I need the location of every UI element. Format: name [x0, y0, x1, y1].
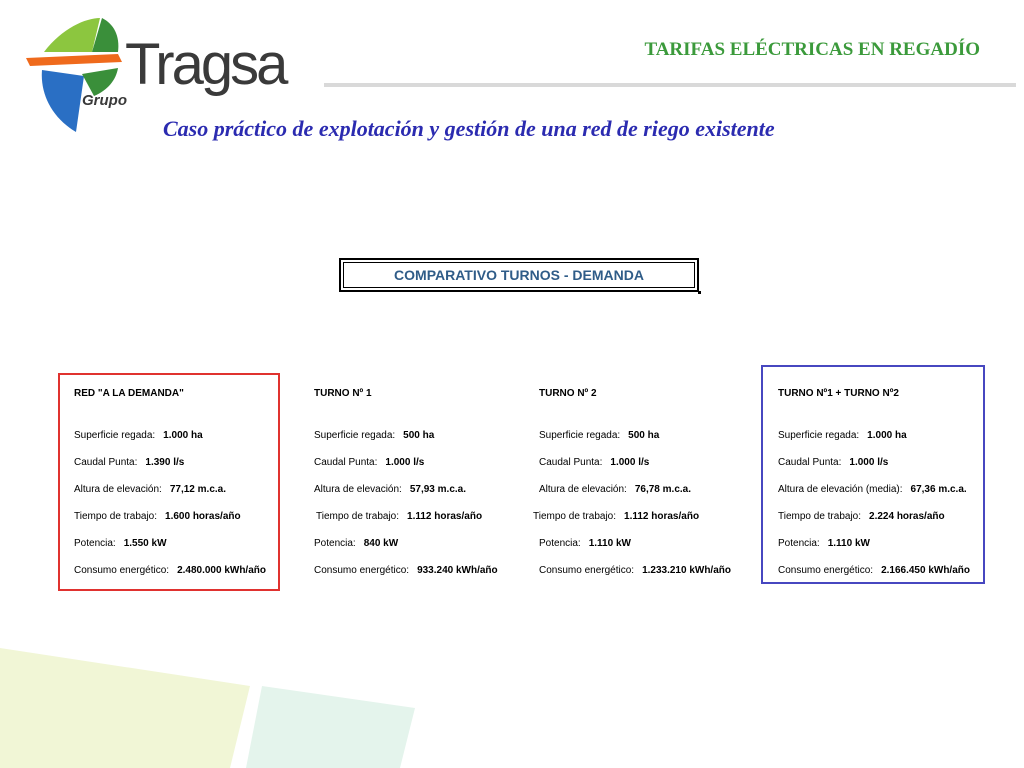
data-row: Tiempo de trabajo: 1.600 horas/año — [74, 511, 241, 522]
header-title: TARIFAS ELÉCTRICAS EN REGADÍO — [644, 39, 980, 60]
page-subtitle: Caso práctico de explotación y gestión de una red de riego existente — [163, 116, 775, 141]
data-row: Consumo energético: 2.166.450 kWh/año — [778, 565, 970, 576]
logo-subtext: Grupo — [82, 92, 127, 109]
data-row: Caudal Punta: 1.390 l/s — [74, 457, 185, 468]
data-row: Consumo energético: 1.233.210 kWh/año — [539, 565, 731, 576]
data-row: Potencia: 840 kW — [314, 538, 399, 549]
data-row: Superficie regada: 500 ha — [314, 430, 435, 441]
column-title: TURNO Nº 2 — [539, 388, 597, 399]
data-row: Altura de elevación: 57,93 m.c.a. — [314, 484, 466, 495]
data-row: Potencia: 1.550 kW — [74, 538, 167, 549]
logo-wordmark: Tragsa — [125, 32, 286, 97]
data-row: Caudal Punta: 1.000 l/s — [778, 457, 889, 468]
column-title: RED "A LA DEMANDA" — [74, 388, 184, 399]
data-row: Consumo energético: 933.240 kWh/año — [314, 565, 498, 576]
data-row: Potencia: 1.110 kW — [539, 538, 631, 549]
data-row: Altura de elevación: 77,12 m.c.a. — [74, 484, 226, 495]
data-row: Superficie regada: 500 ha — [539, 430, 660, 441]
column-title: TURNO Nº 1 — [314, 388, 372, 399]
data-row: Caudal Punta: 1.000 l/s — [539, 457, 650, 468]
data-row: Consumo energético: 2.480.000 kWh/año — [74, 565, 266, 576]
data-row: Altura de elevación (media): 67,36 m.c.a. — [778, 484, 967, 495]
data-row: Caudal Punta: 1.000 l/s — [314, 457, 425, 468]
column-title: TURNO Nº1 + TURNO Nº2 — [778, 388, 899, 399]
comparativo-label: COMPARATIVO TURNOS - DEMANDA — [394, 267, 644, 283]
data-row: Tiempo de trabajo: 1.112 horas/año — [533, 511, 700, 522]
data-row: Tiempo de trabajo: 1.112 horas/año — [316, 511, 483, 522]
data-row: Altura de elevación: 76,78 m.c.a. — [539, 484, 691, 495]
data-row: Superficie regada: 1.000 ha — [778, 430, 907, 441]
data-row: Potencia: 1.110 kW — [778, 538, 870, 549]
data-row: Superficie regada: 1.000 ha — [74, 430, 203, 441]
data-row: Tiempo de trabajo: 2.224 horas/año — [778, 511, 945, 522]
